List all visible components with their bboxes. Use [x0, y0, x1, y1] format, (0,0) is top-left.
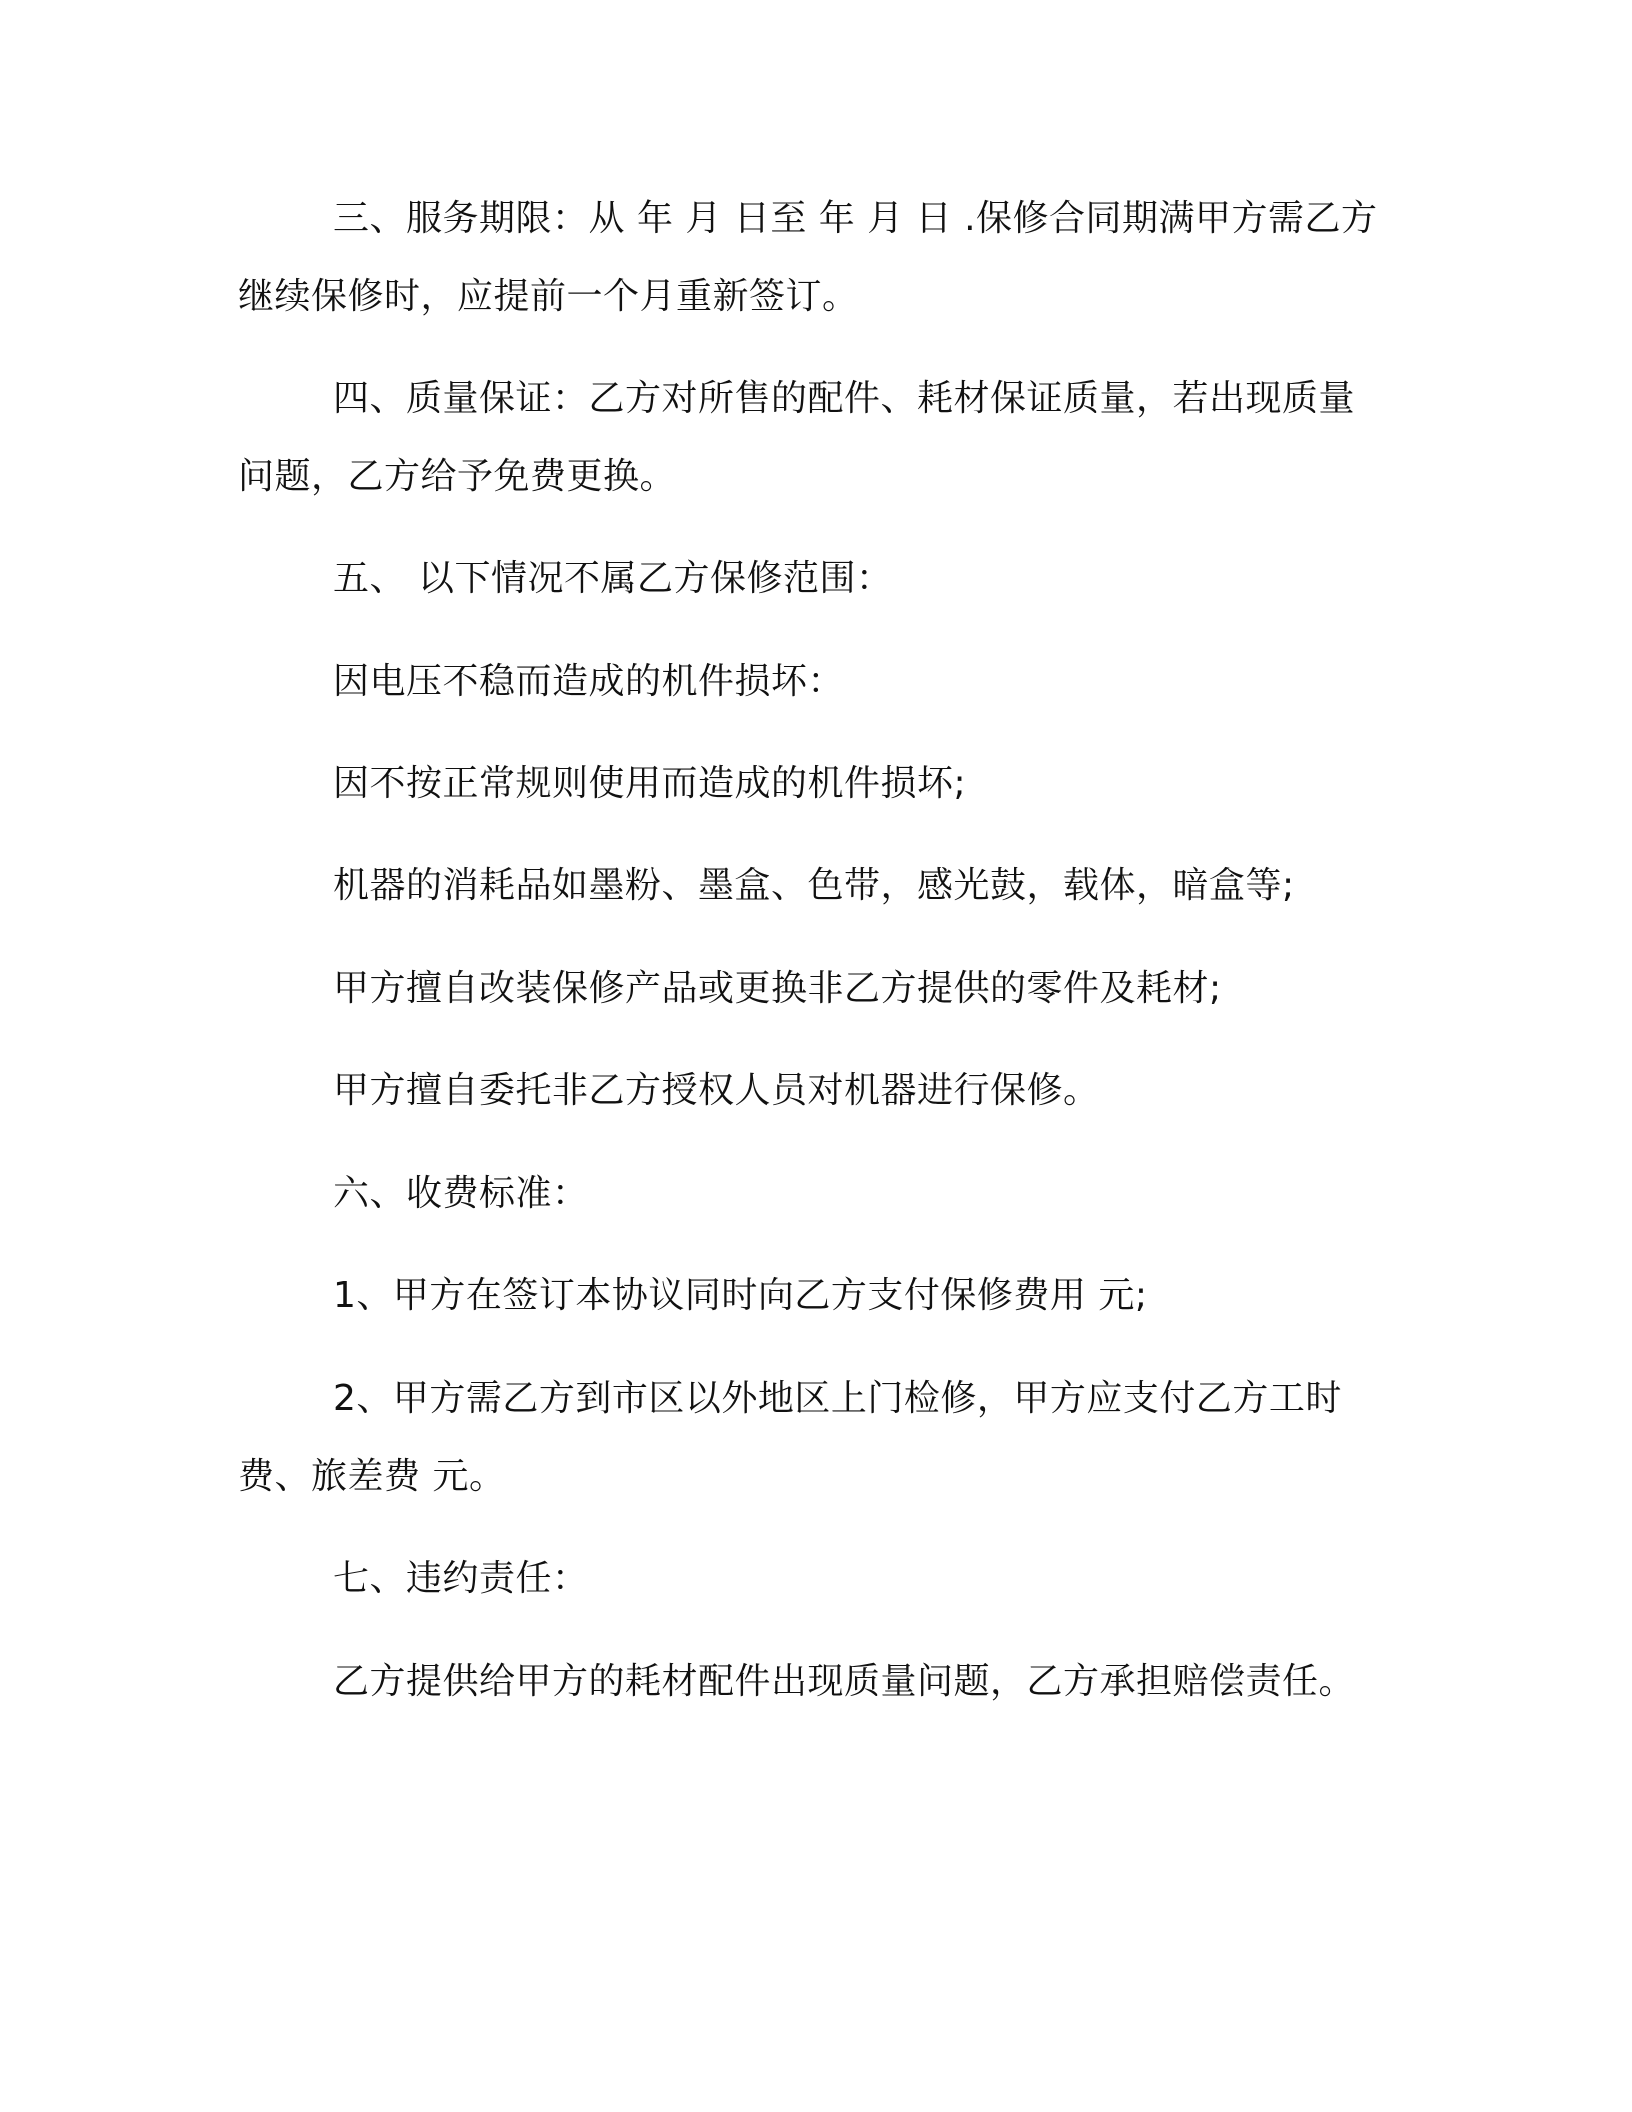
section-3-line-1: 三、服务期限：从 年 月 日至 年 月 日 .保修合同期满甲方需乙方: [333, 198, 1378, 239]
section-5-item-3: 机器的消耗品如墨粉、墨盒、色带，感光鼓，载体，暗盒等;: [333, 865, 1295, 906]
section-7-item-1: 乙方提供给甲方的耗材配件出现质量问题，乙方承担赔偿责任。: [333, 1661, 1356, 1702]
section-5-item-1: 因电压不稳而造成的机件损坏：: [333, 661, 845, 702]
section-4-line-2: 问题，乙方给予免费更换。: [238, 456, 677, 497]
section-7-heading: 七、违约责任：: [333, 1558, 589, 1599]
section-3-line-2: 继续保修时，应提前一个月重新签订。: [238, 276, 859, 317]
section-6-heading: 六、收费标准：: [333, 1173, 589, 1214]
section-5-item-5: 甲方擅自委托非乙方授权人员对机器进行保修。: [333, 1070, 1100, 1111]
section-6-item-2-line-1: 2、甲方需乙方到市区以外地区上门检修，甲方应支付乙方工时: [333, 1378, 1342, 1419]
section-5-item-4: 甲方擅自改装保修产品或更换非乙方提供的零件及耗材;: [333, 968, 1222, 1009]
section-6-item-2-line-2: 费、旅差费 元。: [238, 1456, 506, 1497]
section-5-item-2: 因不按正常规则使用而造成的机件损坏;: [333, 763, 967, 804]
section-4-line-1: 四、质量保证：乙方对所售的配件、耗材保证质量，若出现质量: [333, 378, 1356, 419]
section-5-heading: 五、 以下情况不属乙方保修范围：: [333, 558, 893, 599]
section-6-item-1: 1、甲方在签订本协议同时向乙方支付保修费用 元;: [333, 1275, 1148, 1316]
